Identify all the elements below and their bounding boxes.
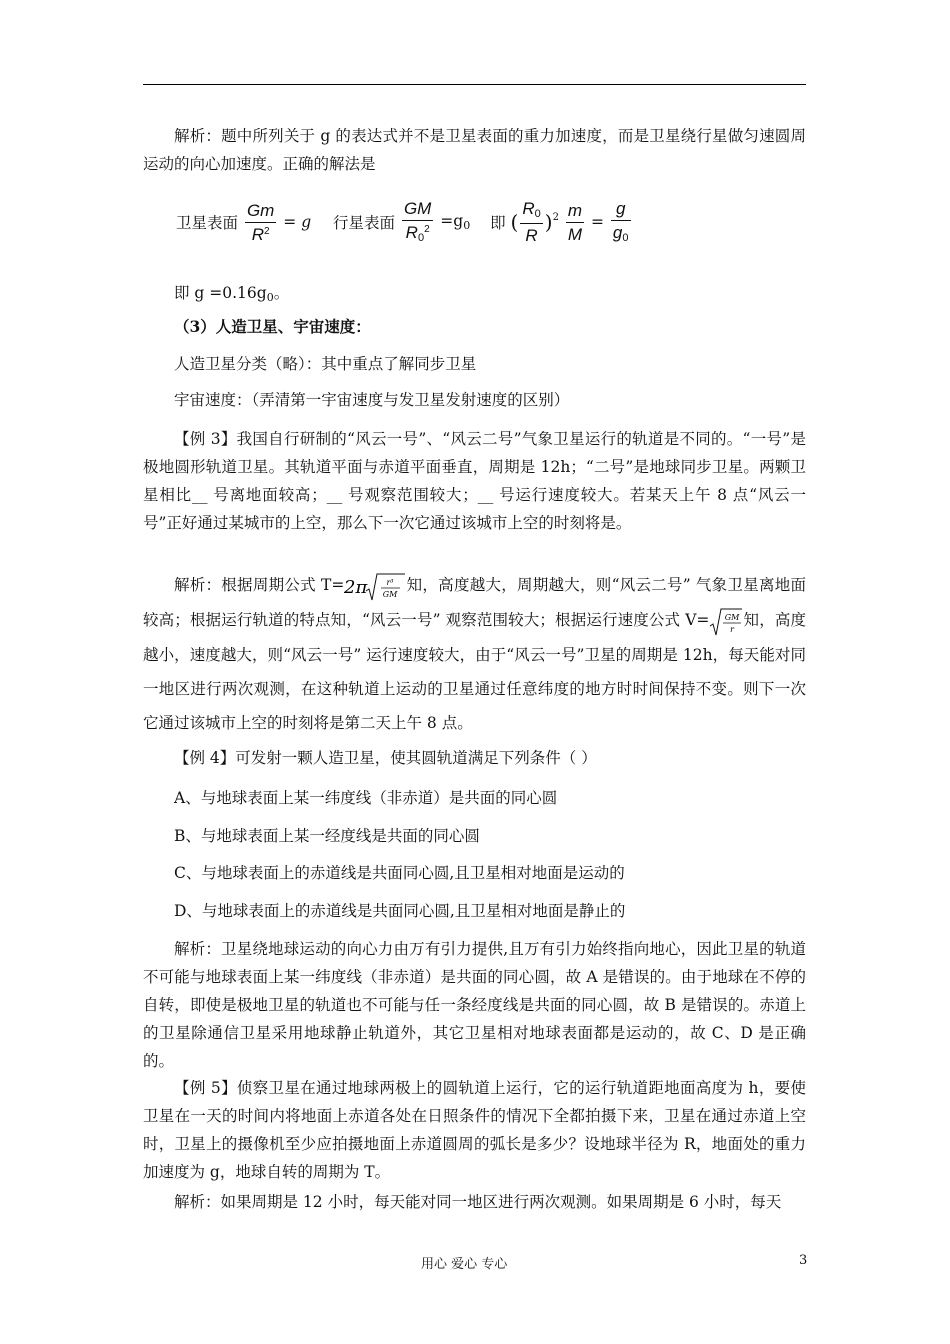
fraction-m-M: $\frac{m}{M}$ bbox=[567, 200, 583, 244]
footer-motto: 用心 爱心 专心 bbox=[421, 1257, 508, 1272]
section-heading: （3）人造卫星、宇宙速度： bbox=[174, 317, 371, 336]
svg-text:2π: 2π bbox=[344, 577, 368, 598]
formula-label-thus: 即 bbox=[490, 214, 506, 232]
fraction-GM-R0: $\frac{GM}{R_0^2}$ bbox=[403, 199, 432, 244]
analysis-example-4: 解析：卫星绕地球运动的向心力由万有引力提供,且万有引力始终指向地心，因此卫星的轨道不可能与地球表面上某一纬度线（非赤道）是共面的同心圆，故 A 是错误的。由于地球在不停的自转，即使是极地卫星的轨道也不可能与任一条经度线是共面的同心圆，故 B 是错误的。赤道上的卫星除通信卫星采用地球静止轨道外，其它卫星相对地球表面都是运动的，故 C、D 是正确的。 bbox=[143, 940, 806, 1070]
svg-text:r³: r³ bbox=[386, 578, 394, 587]
header-rule bbox=[143, 84, 806, 85]
formula-line: 卫星表面 $\frac{Gm}{R^2}$ = g 行星表面 $\frac{GM}{R_0^2}$ $=g_0$ 即 ( $\frac{R_0}{R}$ )$^2$ $\frac{m}{M}$ = $\frac{g}{g_0}$ bbox=[176, 199, 629, 245]
fraction-R0-R: $\frac{R_0}{R}$ bbox=[522, 199, 541, 245]
option-d: D、与地球表面上的赤道线是共面同心圆,且卫星相对地面是静止的 bbox=[174, 902, 626, 920]
formula-label-satellite: 卫星表面 bbox=[176, 214, 239, 232]
example-4: 【例 4】可发射一颗人造卫星，使其圆轨道满足下列条件（ ） bbox=[174, 749, 597, 767]
example-5: 【例 5】侦察卫星在通过地球两极上的圆轨道上运行，它的运行轨道距地面高度为 h，要使卫星在一天的时间内将地面上赤道各处在日照条件的情况下全都拍摄下来，卫星在通过赤道上空时，卫星上的摄像机至少应拍摄地面上赤道圆周的弧长是多少？设地球半径为 R，地面处的重力加速度为 g，地球自转的周期为 T。 bbox=[143, 1079, 806, 1181]
example-3: 【例 3】我国自行研制的“风云一号”、“风云二号”气象卫星运行的轨道是不同的。“一号”是极地圆形轨道卫星。其轨道平面与赤道平面垂直，周期是 12h；“二号”是地球同步卫星。两颗卫星相比__ 号离地面较高；__ 号观察范围较大；__ 号运行速度较大。若某天上午 8 点“风云一号”正好通过某城市的上空，那么下一次它通过该城市上空的时刻将是。 bbox=[143, 430, 806, 532]
svg-text:GM: GM bbox=[725, 613, 740, 622]
option-c: C、与地球表面上的赤道线是共面同心圆,且卫星相对地面是运动的 bbox=[174, 864, 625, 882]
period-formula bbox=[344, 569, 406, 603]
option-b: B、与地球表面上某一经度线是共面的同心圆 bbox=[174, 827, 480, 845]
velocity-formula bbox=[709, 604, 743, 638]
paragraph-result: 即 $g =0.16g_0$。 bbox=[174, 284, 290, 304]
fraction-gm-r2: $\frac{Gm}{R^2}$ bbox=[246, 200, 275, 244]
page-number: 3 bbox=[799, 1253, 808, 1268]
paragraph-classify: 人造卫星分类（略）：其中重点了解同步卫星 bbox=[174, 355, 477, 373]
svg-text:GM: GM bbox=[383, 590, 398, 599]
svg-text:r: r bbox=[730, 625, 735, 634]
fraction-g-g0: $\frac{g}{g_0}$ bbox=[612, 199, 629, 244]
analysis-example-5: 解析：如果周期是 12 小时，每天能对同一地区进行两次观测。如果周期是 6 小时，每天 bbox=[174, 1193, 782, 1211]
formula-label-planet: 行星表面 bbox=[333, 214, 396, 232]
paragraph-cosmic-speed: 宇宙速度：（弄清第一宇宙速度与发卫星发射速度的区别） bbox=[174, 391, 570, 409]
paragraph-analysis-1: 解析：题中所列关于 g 的表达式并不是卫星表面的重力加速度，而是卫星绕行星做匀速圆周运动的向心加速度。正确的解法是 bbox=[143, 127, 806, 173]
option-a: A、与地球表面上某一纬度线（非赤道）是共面的同心圆 bbox=[174, 789, 558, 807]
analysis-example-3: 解析：根据周期公式 T= 2π r³ GM 知，高度越大，周期越大，则“风云二号” 气象卫星离地面较高；根据运行轨道的特点知，“风云一号” 观察范围较大；根据运行速度公式 V= GM r 知，高度越小，速度越大，则“风云一号” 运行速度较大，由于“风云一号”卫星的周期是 12h，每天能对同一地区进行两次观测，在这种轨道上运动的卫星通过任意纬度的地方时时间保持不变。则下一次它通过该城市上空的时刻将是第二天上午 8 点。 bbox=[143, 568, 806, 740]
formula-eq-g: = g bbox=[283, 213, 312, 231]
formula-eq-g0: $=g_0$ bbox=[440, 212, 471, 232]
